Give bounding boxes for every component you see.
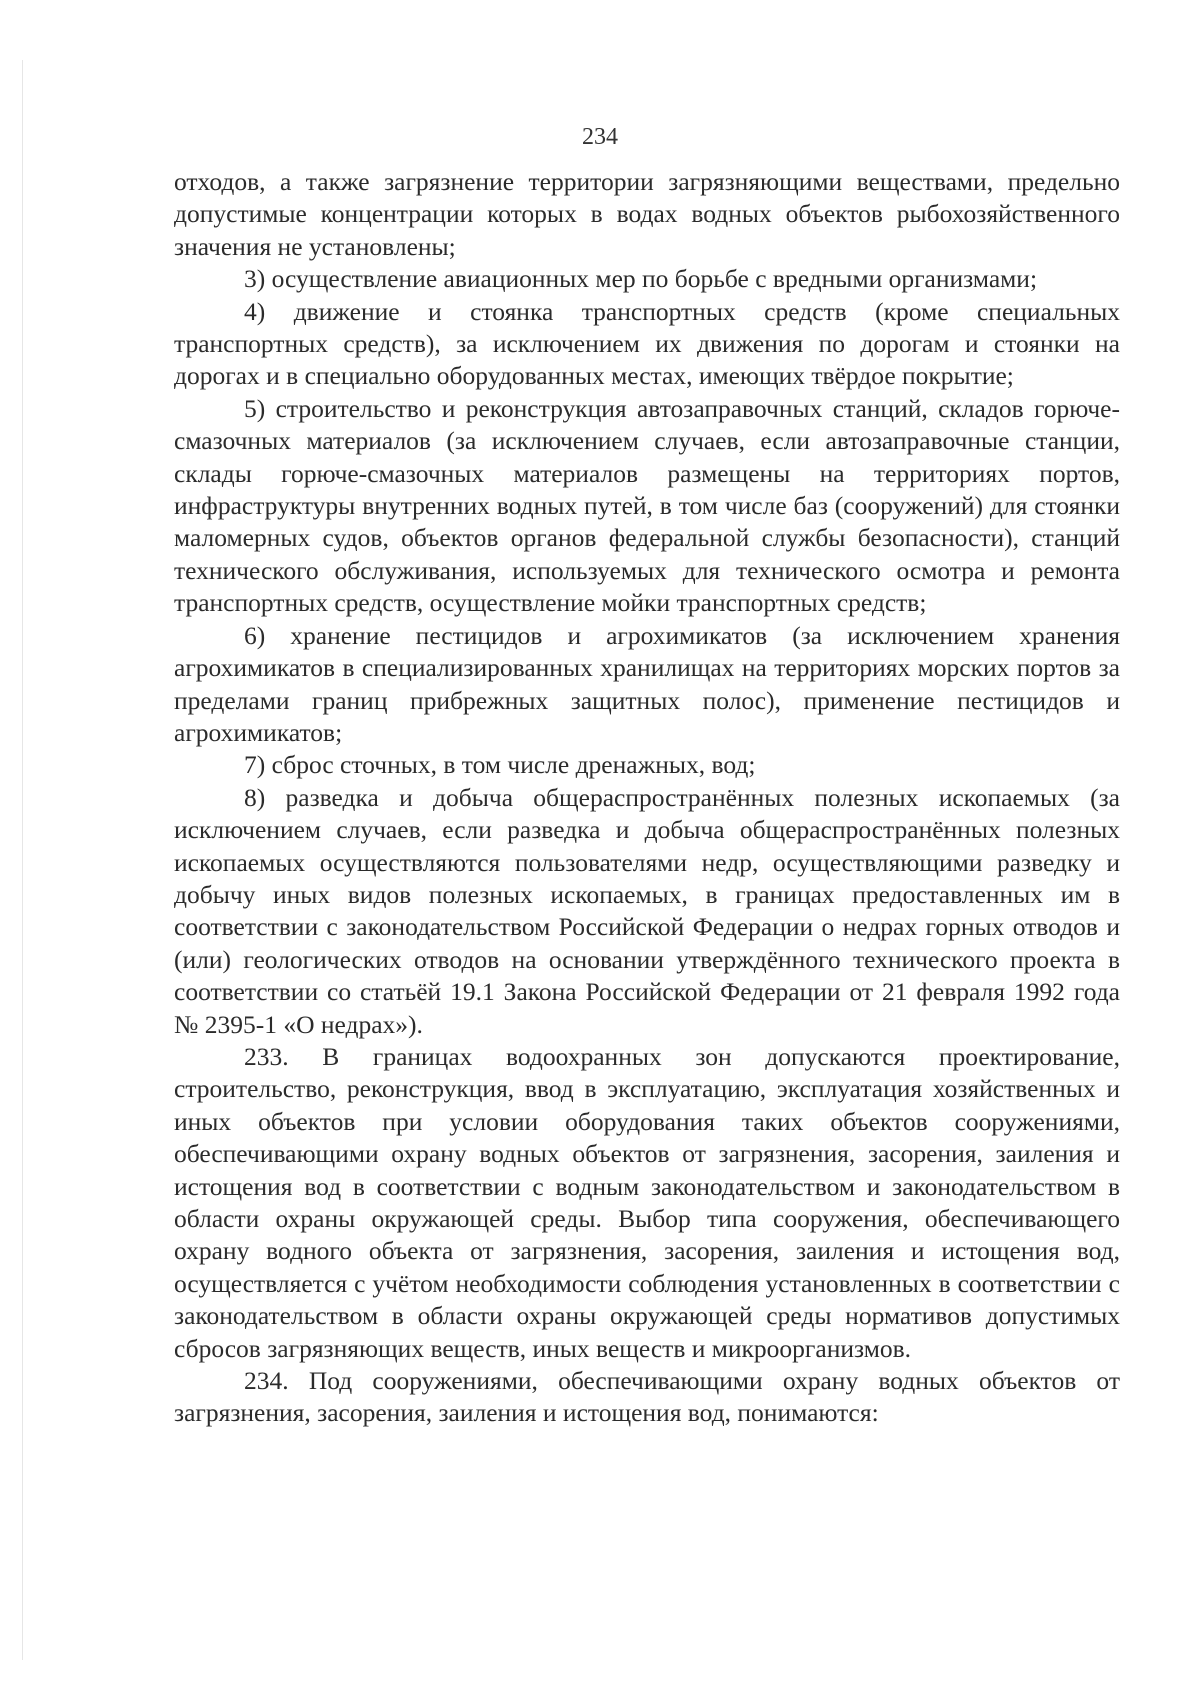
paragraph-item-6: 6) хранение пестицидов и агрохимикатов (за исключением хранения агрохимикатов в специализированных хранилищах на территориях морских портов за пределами границ прибрежных защитных полос), применение пестицидов и агрохимикатов; [174, 620, 1120, 747]
paragraph-item-7: 7) сброс сточных, в том числе дренажных, вод; [244, 750, 756, 780]
paragraph-234: 234. Под сооружениями, обеспечивающими охрану водных объектов от загрязнения, засорения, заиления и истощения вод, понимаются: [174, 1366, 1120, 1428]
paragraph-item-3: 3) осуществление авиационных мер по борьбе с вредными организмами; [244, 264, 1038, 294]
paragraph-continuation: отходов, а также загрязнение территории загрязняющими веществами, предельно допустимые концентрации которых в водах водных объектов рыбохозяйственного значения не установлены; [174, 167, 1120, 261]
document-body [174, 166, 1120, 1430]
scan-margin-line [22, 60, 23, 1660]
paragraph-item-5: 5) строительство и реконструкция автозаправочных станций, складов горюче-смазочных материалов (за исключением случаев, если автозаправочные станции, склады горюче-смазочных материалов размещены на территориях портов, инфраструктуры внутренних водных путей, в том числе баз (сооружений) для стоянки маломерных судов, объектов органов федеральной службы безопасности), станций технического обслуживания, используемых для технического осмотра и ремонта транспортных средств, осуществление мойки транспортных средств; [174, 393, 1120, 618]
paragraph-233: 233. В границах водоохранных зон допускаются проектирование, строительство, реконструкция, ввод в эксплуатацию, эксплуатация хозяйственных и иных объектов при условии оборудования таких объектов сооружениями, обеспечивающими охрану водных объектов от загрязнения, засорения, заиления и истощения вод в соответствии с водным законодательством и законодательством в области охраны окружающей среды. Выбор типа сооружения, обеспечивающего охрану водного объекта от загрязнения, засорения, заиления и истощения вод, осуществляется с учётом необходимости соблюдения установленных в соответствии с законодательством в области охраны окружающей среды нормативов допустимых сбросов загрязняющих веществ, иных веществ и микроорганизмов. [174, 1041, 1120, 1363]
page-number: 234 [582, 124, 618, 150]
paragraph-item-8: 8) разведка и добыча общераспространённых полезных ископаемых (за исключением случаев, если разведка и добыча общераспространённых полезных ископаемых осуществляются пользователями недр, осуществляющими разведку и добычу иных видов полезных ископаемых, в границах предоставленных им в соответствии с законодательством Российской Федерации о недрах горных отводов и (или) геологических отводов на основании утверждённого технического проекта в соответствии со статьёй 19.1 Закона Российской Федерации от 21 февраля 1992 года № 2395-1 «О недрах»). [174, 782, 1120, 1039]
paragraph-item-4: 4) движение и стоянка транспортных средств (кроме специальных транспортных средств), за исключением их движения по дорогам и стоянки на дорогах и в специально оборудованных местах, имеющих твёрдое покрытие; [174, 296, 1120, 391]
